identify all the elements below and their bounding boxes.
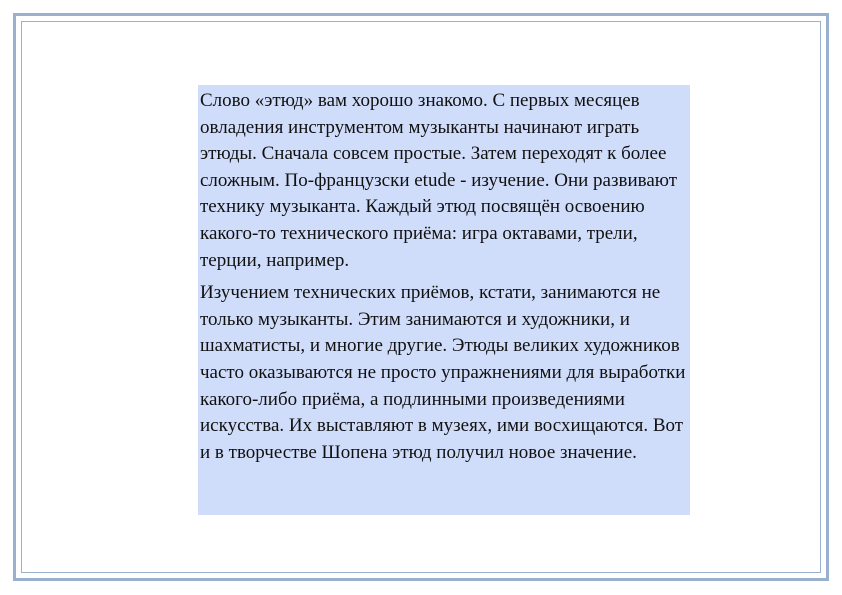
text-block bbox=[198, 85, 690, 515]
paragraph-etude-intro: Слово «этюд» вам хорошо знакомо. С первых месяцев овладения инструментом музыканты начинают играть этюды. Сначала совсем простые. Затем переходят к более сложным. По-французски etude - изучение. Они развивают технику музыканта. Каждый этюд посвящён освоению какого-то технического приёма: игра октавами, трели, терции, например. bbox=[200, 90, 678, 271]
paragraph-etude-technique: Изучением технических приёмов, кстати, занимаются не только музыканты. Этим занимаются и художники, и шахматисты, и многие другие. Этюды великих художников часто оказываются не просто упражнениями для выработки какого-либо приёма, а подлинными произведениями искусства. Их выставляют в музеях, ими восхищаются. Вот и в творчестве Шопена этюд получил новое значение. bbox=[200, 282, 686, 463]
